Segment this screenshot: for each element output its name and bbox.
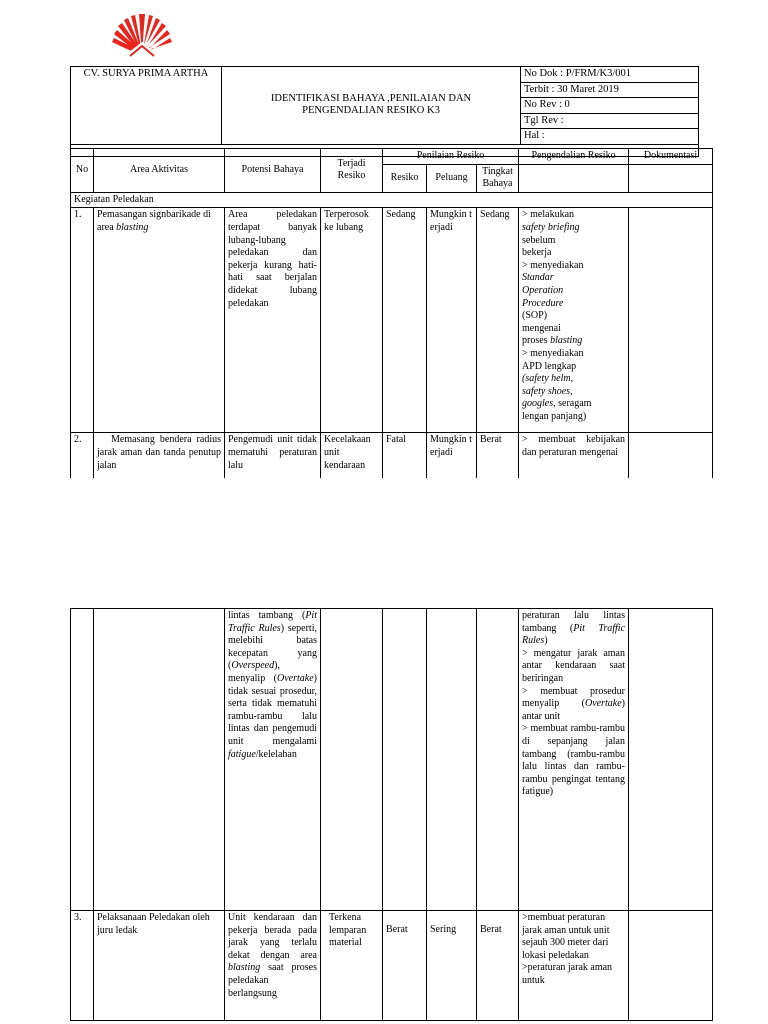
row-resiko: Fatal (383, 433, 427, 488)
row-potensi: Pengemudi unit tidak mematuhi peraturan lalu (225, 433, 321, 488)
row-resiko: Berat (383, 911, 427, 1021)
row-potensi: lintas tambang (Pit Traffic Rules) seperti, melebihi batas kecepatan yang (Overspeed), menyalip (Overtake) tidak sesuai prosedur, serta tidak mematuhi rambu-rambu lalu lintas dan pengemudi unit mengalami fatigue/kelelahan (225, 609, 321, 911)
page-break (0, 478, 768, 608)
row-resiko: Sedang (383, 208, 427, 433)
col-dokumentasi: Dokumentasi (629, 149, 713, 165)
table-row (71, 208, 713, 433)
col-potensi: Potensi Bahaya (225, 149, 321, 193)
row-peluang: Sering (427, 911, 477, 1021)
row-pengendalian: > membuat kebijakan dan peraturan mengenai (519, 433, 629, 488)
row-terjadi: Terperosok ke lubang (321, 208, 383, 433)
revision-date: Tgl Rev : (521, 113, 699, 129)
document-title: IDENTIFIKASI BAHAYA ,PENILAIAN DAN PENGENDALIAN RESIKO K3 (222, 67, 521, 145)
page-number: Hal : (521, 129, 699, 145)
row-terjadi: Terkena lemparan material (321, 911, 383, 1021)
col-tingkat: Tingkat Bahaya (477, 164, 519, 192)
row-area: Pelaksanaan Peledakan oleh juru ledak (94, 911, 225, 1021)
section-title: Kegiatan Peledakan (71, 192, 713, 208)
company-name: CV. SURYA PRIMA ARTHA (71, 67, 222, 145)
row-no: 3. (71, 911, 94, 1021)
row-tingkat: Berat (477, 433, 519, 488)
row-pengendalian: >membuat peraturan jarak aman untuk unit sejauh 300 meter dari lokasi peledakan >peraturan jarak aman untuk (519, 911, 629, 1021)
row-tingkat: Sedang (477, 208, 519, 433)
col-no: No (71, 149, 94, 193)
row-area: Memasang bendera radius jarak aman dan tanda penutup jalan (94, 433, 225, 488)
row-pengendalian: peraturan lalu lintas tambang (Pit Traffic Rules) > mengatur jarak aman antar kendaraan saat beriringan > membuat prosedur menyalip (Overtake) antar unit > membuat rambu-rambu di sepanjang jalan tambang (rambu-rambu lalu lintas dan rambu-rambu pengingat tentang fatigue) (519, 609, 629, 911)
document-header (70, 66, 699, 157)
risk-table (70, 148, 713, 488)
col-terjadi: Terjadi Resiko (321, 149, 383, 193)
row-potensi: Unit kendaraan dan pekerja berada pada jarak yang terlalu dekat dengan area blasting saat proses peledakan berlangsung (225, 911, 321, 1021)
col-penilaian: Penilaian Resiko (383, 149, 519, 165)
row-area: Pemasangan signbarikade di area blasting (94, 208, 225, 433)
revision-number: No Rev : 0 (521, 98, 699, 114)
table-row (71, 609, 713, 911)
doc-number: No Dok : P/FRM/K3/001 (521, 67, 699, 83)
row-peluang: Mungkin terjadi (427, 208, 477, 433)
row-potensi: Area peledakan terdapat banyak lubang-lubang peledakan dan pekerja kurang hati-hati saat berjalan didekat lubang peledakan (225, 208, 321, 433)
row-pengendalian: > melakukan safety briefing sebelum bekerja > menyediakan Standar Operation Procedure (SOP) mengenai proses blasting > menyediakan APD lengkap (safety helm, safety shoes, googles, seragam lengan panjang) (519, 208, 629, 433)
col-area: Area Aktivitas (94, 149, 225, 193)
row-dokumentasi (629, 911, 713, 1021)
row-peluang: Mungkin terjadi (427, 433, 477, 488)
col-resiko: Resiko (383, 164, 427, 192)
publish-date: Terbit : 30 Maret 2019 (521, 82, 699, 98)
row-tingkat: Berat (477, 911, 519, 1021)
risk-table-continued (70, 608, 713, 1021)
row-dokumentasi (629, 208, 713, 433)
row-no: 2. (71, 433, 94, 488)
table-row (71, 911, 713, 1021)
row-terjadi: Kecelakaan unit kendaraan (321, 433, 383, 488)
row-no: 1. (71, 208, 94, 433)
col-pengendalian: Pengendalian Resiko (519, 149, 629, 165)
col-peluang: Peluang (427, 164, 477, 192)
company-logo (110, 12, 174, 58)
